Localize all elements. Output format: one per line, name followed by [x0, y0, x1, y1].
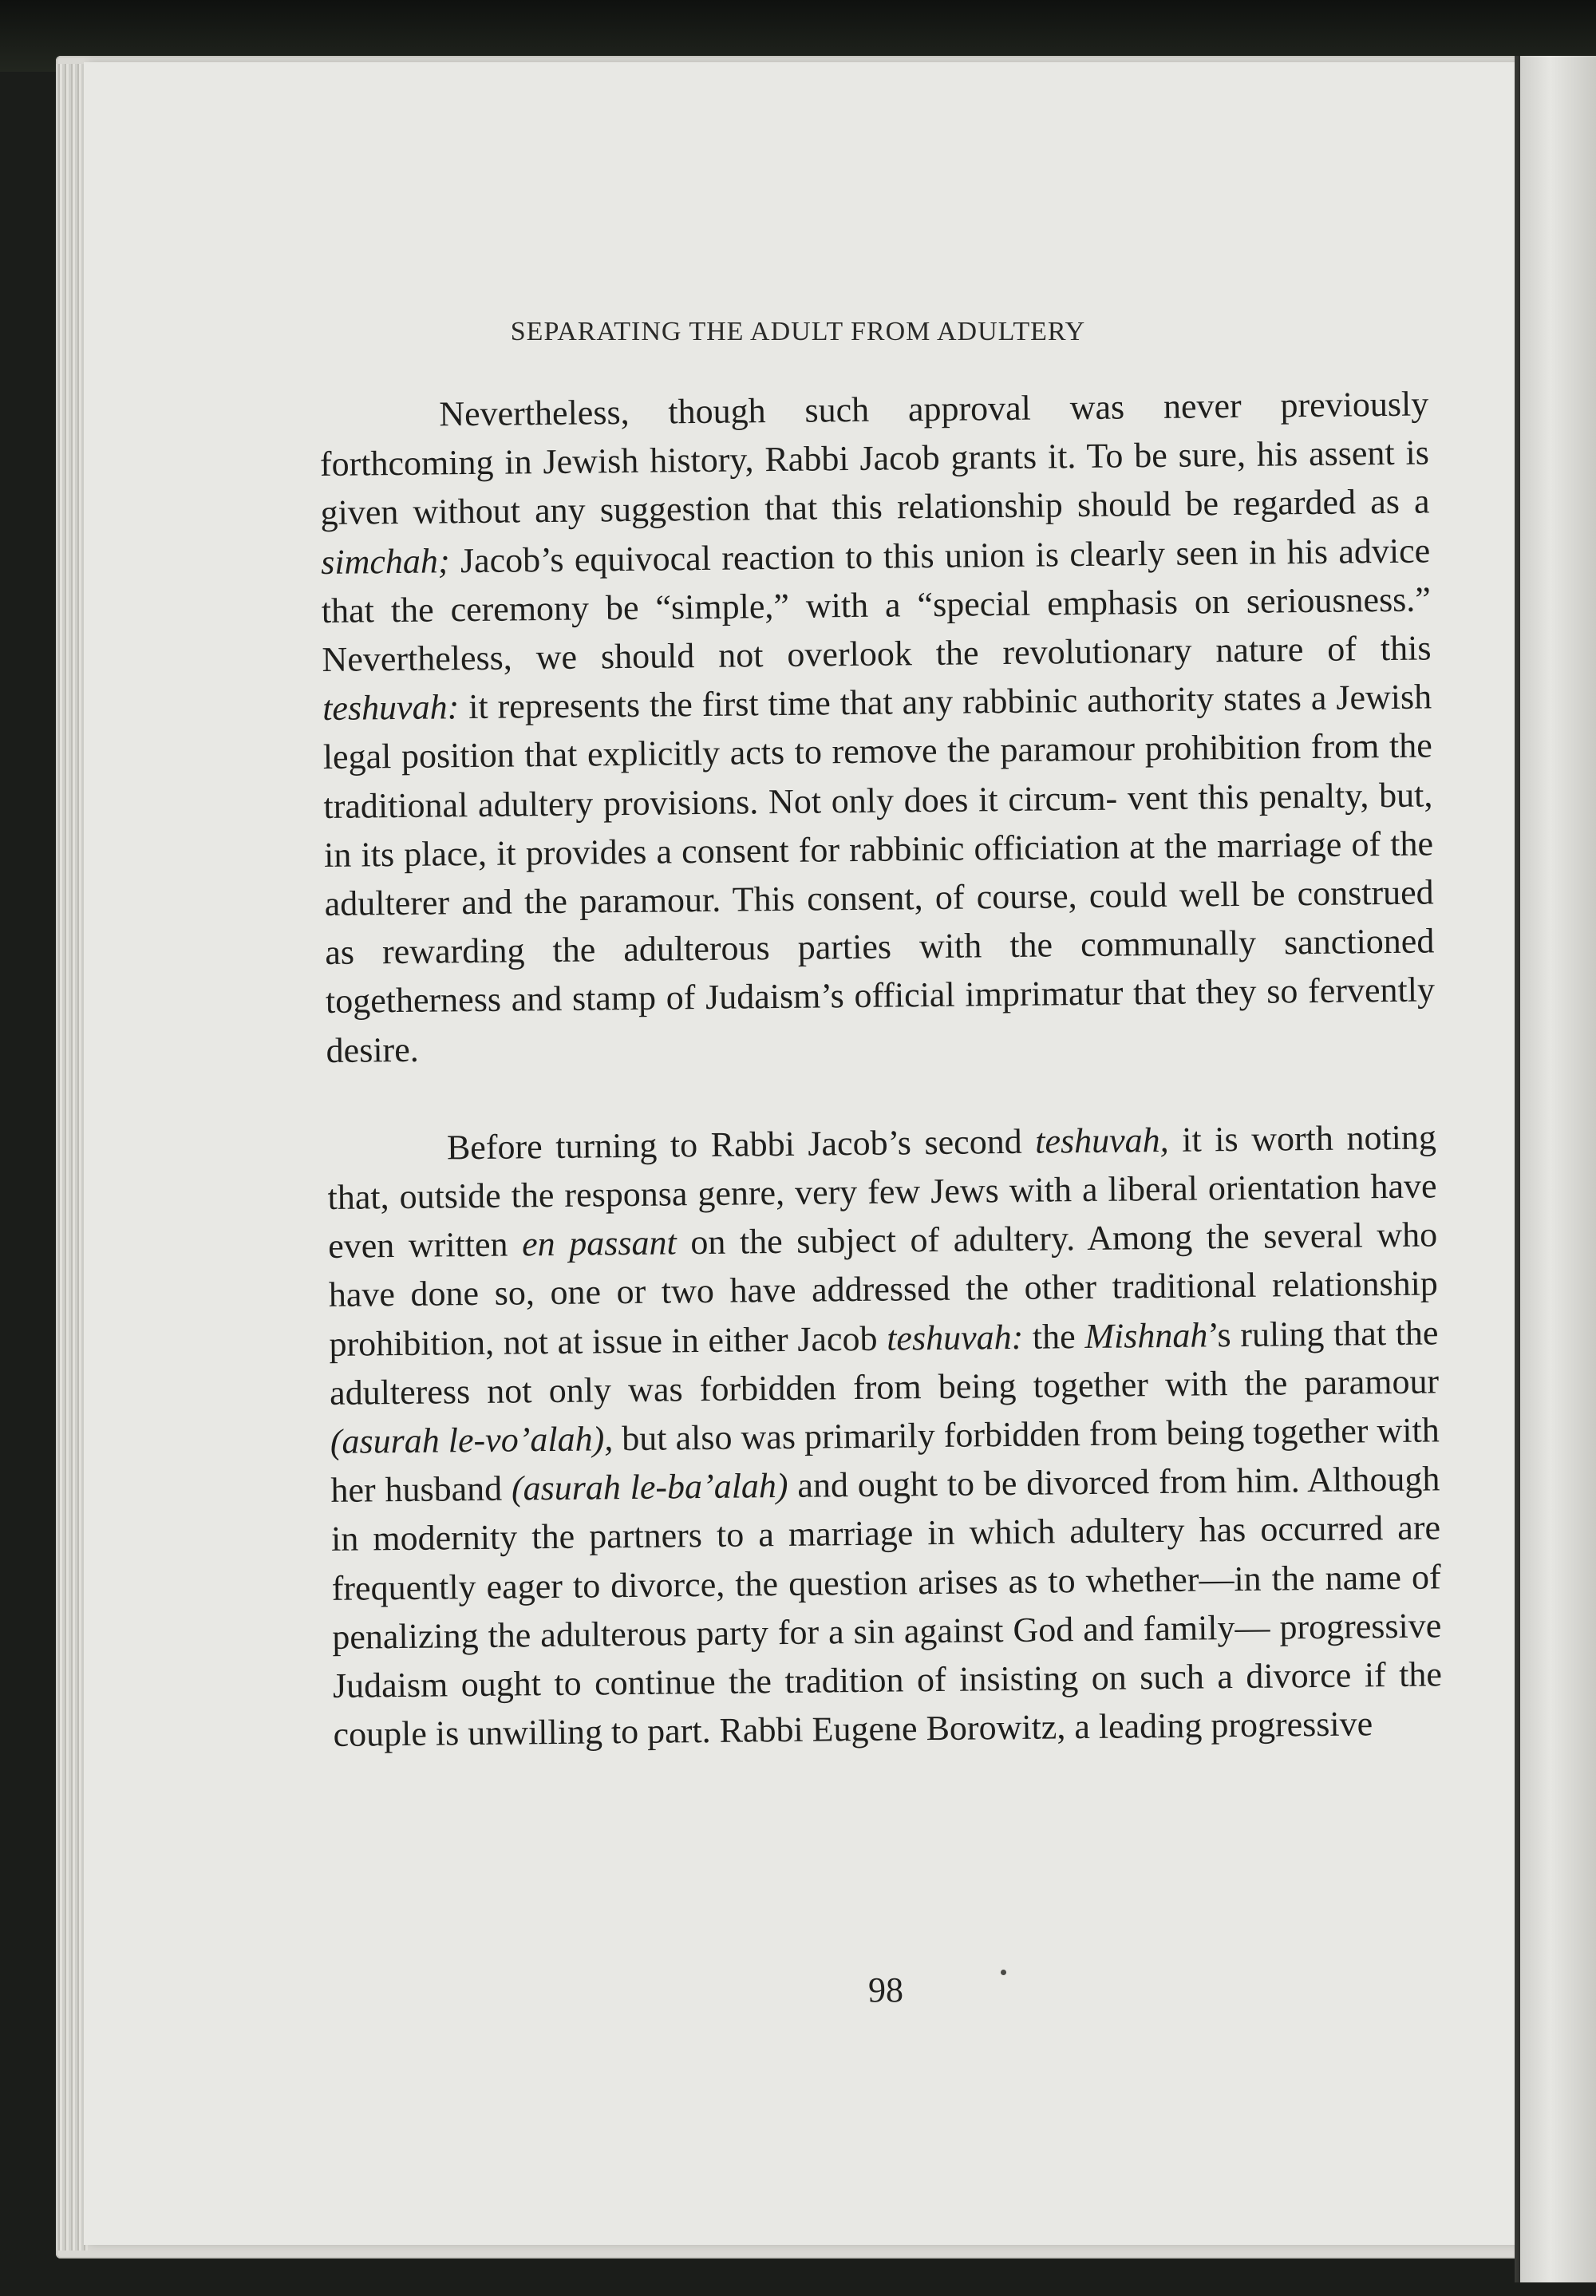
text-run: the [1022, 1316, 1085, 1357]
text-run: on the subject of adultery. Among the several who have done so, one or two have addressed the other traditional relationship prohibition, not at issue in either Jacob [328, 1215, 1439, 1364]
italic-term: (asurah le-ba’alah) [511, 1466, 788, 1508]
page-edges [56, 64, 88, 2251]
paragraph-1 [319, 379, 1436, 1074]
facing-page-edge [1520, 56, 1596, 2282]
text-run: Before turning to Rabbi Jacob’s second [446, 1121, 1036, 1168]
text-run: it represents the first time that any rabbinic authority states a Jewish legal position that explicitly acts to remove the paramour prohibition from the traditional adultery provisions. Not only does it circum- vent this penalty, but, in its place, it provides a consent for rabbinic officiation at the marriage of the adulterer and the paramour. This consent, of course, could well be construed as rewarding the adulterous parties with the communally sanctioned togetherness and stamp of Judaism’s official imprimatur that they so fervently desire. [322, 677, 1436, 1070]
text-run: it is worth noting that, outside the responsa genre, very few Jews with a liberal orientation have even written [327, 1117, 1437, 1267]
italic-term: teshuvah: [886, 1317, 1024, 1358]
italic-term: simchah; [320, 540, 450, 582]
body-text [319, 379, 1443, 1759]
italic-term: (asurah le-vo’alah), [330, 1419, 614, 1461]
text-run: Nevertheless, though such approval was never previously forthcoming in Jewish history, Rabbi Jacob grants it. To be sure, his assent is given without any suggestion that this relationship should be regarded as a [319, 384, 1430, 533]
italic-term: teshuvah: [322, 687, 460, 729]
italic-term: Mishnah [1084, 1315, 1208, 1356]
text-run: but also was primarily forbidden from being together with her husband [330, 1410, 1440, 1511]
text-run: Jacob’s equivocal reaction to this union is clearly seen in his advice that the ceremony be “simple,” with a “special emphasis on seriousness.” Nevertheless, we should not overlook the revolutionary nature of this [321, 531, 1432, 679]
paragraph-2 [327, 1112, 1443, 1759]
italic-term: teshuvah, [1034, 1120, 1169, 1161]
text-run: ’s ruling that the adulteress not only was forbidden from being together with the paramour [329, 1313, 1440, 1413]
text-run: and ought to be divorced from him. Although in modernity the partners to a marriage in which adultery has occurred are frequently eager to divorce, the question arises as to whether—in the name of penalizing the adulterous party for a sin against God and family— progressive Judaism ought to continue the tradition of insisting on such a divorce if the couple is unwilling to part. Rabbi Eugene Borowitz, a leading progressive [330, 1459, 1443, 1755]
running-head: SEPARATING THE ADULT FROM ADULTERY [510, 317, 1086, 346]
page-number: 98 [868, 1970, 903, 2009]
paper-speck [1001, 1970, 1006, 1975]
italic-term: en passant [521, 1223, 677, 1264]
